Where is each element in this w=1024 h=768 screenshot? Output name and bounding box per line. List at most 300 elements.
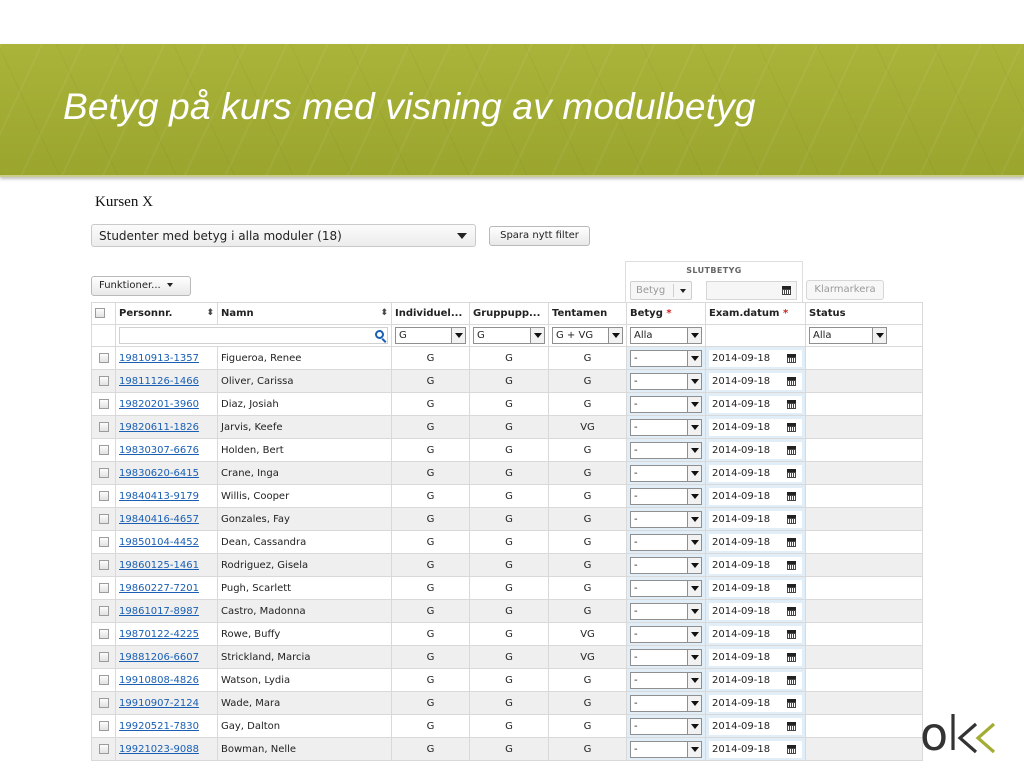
exam-grade-cell: G <box>549 554 627 577</box>
grade-select[interactable] <box>630 672 702 689</box>
grade-select[interactable] <box>630 580 702 597</box>
personnr-cell <box>116 439 218 462</box>
personnr-cell <box>116 485 218 508</box>
table-row <box>92 393 923 416</box>
row-checkbox[interactable] <box>99 744 109 754</box>
table-row <box>92 738 923 761</box>
sort-icon[interactable]: ⬍ <box>380 308 388 318</box>
exam-date-field[interactable] <box>709 557 802 574</box>
individual-grade-cell: G <box>392 692 470 715</box>
grade-select[interactable] <box>630 373 702 390</box>
personnr-cell <box>116 715 218 738</box>
row-select-cell <box>92 600 116 623</box>
grade-select[interactable] <box>630 442 702 459</box>
grade-select-value: - <box>634 375 638 387</box>
group-grade-cell: G <box>470 393 549 416</box>
exam-grade-cell: G <box>549 462 627 485</box>
grade-select[interactable] <box>630 649 702 666</box>
chevron-down-icon <box>872 328 886 343</box>
row-checkbox[interactable] <box>99 629 109 639</box>
calendar-icon[interactable] <box>787 538 796 547</box>
individual-grade-cell: G <box>392 347 470 370</box>
personnr-link[interactable]: 19830620-6415 <box>119 467 199 479</box>
col-exam-date[interactable] <box>706 303 806 325</box>
col-name[interactable] <box>218 303 392 325</box>
row-checkbox[interactable] <box>99 445 109 455</box>
individual-grade-cell: G <box>392 554 470 577</box>
col-group[interactable]: Gruppupp... <box>470 303 549 325</box>
table-row <box>92 531 923 554</box>
search-input[interactable] <box>119 327 388 344</box>
filter-select[interactable] <box>91 224 476 247</box>
calendar-icon[interactable] <box>787 423 796 432</box>
name-cell: Rowe, Buffy <box>218 623 392 646</box>
grade-select[interactable] <box>630 396 702 413</box>
chevron-down-icon <box>687 512 701 527</box>
name-cell: Watson, Lydia <box>218 669 392 692</box>
grade-select-value: - <box>634 651 638 663</box>
filter-group-value: G <box>477 330 485 341</box>
chevron-down-icon <box>687 627 701 642</box>
exam-date-field[interactable] <box>709 741 802 758</box>
calendar-icon[interactable] <box>787 745 796 754</box>
status-cell <box>806 485 923 508</box>
grade-select-value: - <box>634 536 638 548</box>
name-cell: Oliver, Carissa <box>218 370 392 393</box>
exam-date-field[interactable] <box>709 580 802 597</box>
filter-grade-select[interactable] <box>630 327 702 344</box>
grade-cell <box>627 623 706 646</box>
exam-date-field[interactable] <box>709 350 802 367</box>
grade-select-value: - <box>634 582 638 594</box>
col-personnr[interactable] <box>116 303 218 325</box>
name-cell: Strickland, Marcia <box>218 646 392 669</box>
personnr-link[interactable]: 19920521-7830 <box>119 720 199 732</box>
exam-grade-cell: VG <box>549 646 627 669</box>
grade-select-value: - <box>634 674 638 686</box>
individual-grade-cell: G <box>392 531 470 554</box>
exam-date-field[interactable] <box>709 488 802 505</box>
calendar-icon[interactable] <box>787 584 796 593</box>
filter-cell-individual <box>392 325 470 347</box>
exam-date-field[interactable] <box>709 649 802 666</box>
group-grade-cell: G <box>470 692 549 715</box>
table-row <box>92 646 923 669</box>
calendar-icon[interactable] <box>787 354 796 363</box>
personnr-link[interactable]: 19811126-1466 <box>119 375 199 387</box>
chevron-down-icon <box>687 420 701 435</box>
name-cell: Castro, Madonna <box>218 600 392 623</box>
chevron-down-icon <box>687 696 701 711</box>
calendar-icon[interactable] <box>782 286 791 295</box>
exam-date-value: 2014-09-18 <box>712 444 771 456</box>
table-row <box>92 508 923 531</box>
row-checkbox[interactable] <box>99 652 109 662</box>
exam-grade-cell: G <box>549 715 627 738</box>
grade-select[interactable] <box>630 557 702 574</box>
name-cell: Dean, Cassandra <box>218 531 392 554</box>
grade-select[interactable] <box>630 718 702 735</box>
personnr-link[interactable]: 19881206-6607 <box>119 651 199 663</box>
grade-select[interactable] <box>630 419 702 436</box>
personnr-link[interactable]: 19860125-1461 <box>119 559 199 571</box>
logo-k-arm-green <box>978 724 994 752</box>
exam-date-cell <box>706 462 806 485</box>
status-cell <box>806 577 923 600</box>
group-grade-cell: G <box>470 416 549 439</box>
filter-status-select[interactable] <box>809 327 887 344</box>
status-cell <box>806 669 923 692</box>
row-select-cell <box>92 462 116 485</box>
grade-select-value: - <box>634 559 638 571</box>
grade-cell <box>627 485 706 508</box>
exam-date-value: 2014-09-18 <box>712 605 771 617</box>
table-row <box>92 347 923 370</box>
chevron-down-icon <box>687 673 701 688</box>
row-checkbox[interactable] <box>99 491 109 501</box>
exam-date-field[interactable] <box>709 511 802 528</box>
grade-cell <box>627 646 706 669</box>
calendar-icon[interactable] <box>787 492 796 501</box>
exam-date-value: 2014-09-18 <box>712 720 771 732</box>
individual-grade-cell: G <box>392 715 470 738</box>
grade-select-value: - <box>634 421 638 433</box>
status-cell <box>806 715 923 738</box>
group-grade-cell: G <box>470 508 549 531</box>
exam-date-value: 2014-09-18 <box>712 352 771 364</box>
personnr-cell <box>116 347 218 370</box>
row-checkbox[interactable] <box>99 583 109 593</box>
personnr-link[interactable]: 19810913-1357 <box>119 352 199 364</box>
grade-select-value: - <box>634 743 638 755</box>
col-individual[interactable]: Individuel... <box>392 303 470 325</box>
exam-date-cell <box>706 646 806 669</box>
exam-grade-cell: G <box>549 669 627 692</box>
individual-grade-cell: G <box>392 508 470 531</box>
grade-select-value: - <box>634 697 638 709</box>
exam-date-value: 2014-09-18 <box>712 743 771 755</box>
row-select-cell <box>92 577 116 600</box>
calendar-icon[interactable] <box>787 653 796 662</box>
filter-exam-select[interactable] <box>552 327 623 344</box>
exam-grade-cell: G <box>549 485 627 508</box>
personnr-link[interactable]: 19921023-9088 <box>119 743 199 755</box>
col-grade-label: Betyg <box>630 308 663 319</box>
row-checkbox[interactable] <box>99 721 109 731</box>
chevron-down-icon <box>687 328 701 343</box>
exam-date-value: 2014-09-18 <box>712 375 771 387</box>
row-select-cell <box>92 347 116 370</box>
exam-date-cell <box>706 600 806 623</box>
row-select-cell <box>92 439 116 462</box>
final-grade-label: SLUTBETYG <box>686 266 742 275</box>
filter-individual-select[interactable] <box>395 327 466 344</box>
grade-select[interactable] <box>630 741 702 758</box>
filter-cell-grade <box>627 325 706 347</box>
exam-date-cell <box>706 577 806 600</box>
calendar-icon[interactable] <box>787 377 796 386</box>
functions-menu-button[interactable] <box>91 276 191 296</box>
status-cell <box>806 508 923 531</box>
col-exam[interactable]: Tentamen <box>549 303 627 325</box>
chevron-down-icon <box>687 351 701 366</box>
name-cell: Crane, Inga <box>218 462 392 485</box>
calendar-icon[interactable] <box>787 561 796 570</box>
col-exam-date-label: Exam.datum <box>709 308 780 319</box>
row-checkbox[interactable] <box>99 376 109 386</box>
mark-done-button[interactable]: Klarmarkera <box>806 280 884 300</box>
individual-grade-cell: G <box>392 462 470 485</box>
personnr-cell <box>116 669 218 692</box>
exam-date-field[interactable] <box>709 465 802 482</box>
grade-select[interactable] <box>630 465 702 482</box>
col-status[interactable]: Status <box>806 303 923 325</box>
name-cell: Gonzales, Fay <box>218 508 392 531</box>
group-grade-cell: G <box>470 531 549 554</box>
personnr-cell <box>116 416 218 439</box>
filter-individual-value: G <box>399 330 407 341</box>
calendar-icon[interactable] <box>787 630 796 639</box>
row-select-cell <box>92 508 116 531</box>
exam-date-field[interactable] <box>709 373 802 390</box>
status-cell <box>806 623 923 646</box>
table-row <box>92 462 923 485</box>
grade-cell <box>627 462 706 485</box>
row-checkbox[interactable] <box>99 698 109 708</box>
exam-date-value: 2014-09-18 <box>712 559 771 571</box>
name-cell: Jarvis, Keefe <box>218 416 392 439</box>
exam-date-field[interactable] <box>709 626 802 643</box>
exam-date-cell <box>706 623 806 646</box>
personnr-link[interactable]: 19820611-1826 <box>119 421 199 433</box>
save-filter-button[interactable]: Spara nytt filter <box>489 226 590 246</box>
personnr-cell <box>116 692 218 715</box>
grade-select[interactable] <box>630 511 702 528</box>
row-checkbox[interactable] <box>99 537 109 547</box>
exam-date-field[interactable] <box>709 534 802 551</box>
grade-select-value: - <box>634 467 638 479</box>
bulk-date-field[interactable] <box>706 281 797 300</box>
personnr-cell <box>116 462 218 485</box>
exam-date-field[interactable] <box>709 695 802 712</box>
calendar-icon[interactable] <box>787 607 796 616</box>
row-select-cell <box>92 554 116 577</box>
table-row <box>92 370 923 393</box>
chevron-down-icon <box>687 558 701 573</box>
filter-cell-empty <box>92 325 116 347</box>
status-cell <box>806 646 923 669</box>
calendar-icon[interactable] <box>787 676 796 685</box>
search-icon[interactable] <box>375 330 384 339</box>
calendar-icon[interactable] <box>787 446 796 455</box>
grade-cell <box>627 370 706 393</box>
row-select-cell <box>92 416 116 439</box>
grade-cell <box>627 393 706 416</box>
chevron-down-icon <box>167 283 173 287</box>
status-cell <box>806 416 923 439</box>
grade-select[interactable] <box>630 534 702 551</box>
filter-select-value: Studenter med betyg i alla moduler (18) <box>99 229 342 243</box>
row-checkbox[interactable] <box>99 560 109 570</box>
group-grade-cell: G <box>470 462 549 485</box>
name-cell: Bowman, Nelle <box>218 738 392 761</box>
individual-grade-cell: G <box>392 439 470 462</box>
chevron-down-icon <box>687 397 701 412</box>
exam-date-field[interactable] <box>709 672 802 689</box>
exam-date-field[interactable] <box>709 419 802 436</box>
row-checkbox[interactable] <box>99 353 109 363</box>
course-name: Kursen X <box>95 194 153 210</box>
required-marker: * <box>666 308 672 319</box>
calendar-icon[interactable] <box>787 469 796 478</box>
status-cell <box>806 393 923 416</box>
exam-date-value: 2014-09-18 <box>712 674 771 686</box>
grade-cell <box>627 554 706 577</box>
grade-cell <box>627 715 706 738</box>
group-grade-cell: G <box>470 600 549 623</box>
table-row <box>92 416 923 439</box>
calendar-icon[interactable] <box>787 400 796 409</box>
ok-logo <box>920 710 1000 754</box>
exam-date-cell <box>706 508 806 531</box>
chevron-down-icon <box>530 328 544 343</box>
sort-icon[interactable]: ⬍ <box>206 308 214 318</box>
table-row <box>92 623 923 646</box>
personnr-link[interactable]: 19840416-4657 <box>119 513 199 525</box>
group-grade-cell: G <box>470 439 549 462</box>
group-grade-cell: G <box>470 669 549 692</box>
status-cell <box>806 738 923 761</box>
filter-cell-group <box>470 325 549 347</box>
filter-grade-value: Alla <box>634 330 653 341</box>
select-all-checkbox[interactable] <box>95 308 105 318</box>
grade-cell <box>627 577 706 600</box>
table-row <box>92 485 923 508</box>
personnr-link[interactable]: 19850104-4452 <box>119 536 199 548</box>
row-checkbox[interactable] <box>99 399 109 409</box>
exam-grade-cell: G <box>549 393 627 416</box>
name-cell: Diaz, Josiah <box>218 393 392 416</box>
chevron-down-icon <box>687 742 701 757</box>
row-select-cell <box>92 715 116 738</box>
group-grade-cell: G <box>470 485 549 508</box>
filter-group-select[interactable] <box>473 327 545 344</box>
exam-date-field[interactable] <box>709 442 802 459</box>
group-grade-cell: G <box>470 738 549 761</box>
chevron-down-icon <box>457 233 467 239</box>
individual-grade-cell: G <box>392 738 470 761</box>
exam-grade-cell: G <box>549 577 627 600</box>
calendar-icon[interactable] <box>787 722 796 731</box>
personnr-link[interactable]: 19840413-9179 <box>119 490 199 502</box>
exam-grade-cell: G <box>549 738 627 761</box>
exam-date-field[interactable] <box>709 603 802 620</box>
status-cell <box>806 692 923 715</box>
row-checkbox[interactable] <box>99 606 109 616</box>
grade-select[interactable] <box>630 695 702 712</box>
functions-menu-label: Funktioner... <box>99 280 161 291</box>
personnr-link[interactable]: 19861017-8987 <box>119 605 199 617</box>
logo-text: o <box>920 710 949 754</box>
grade-select[interactable] <box>630 626 702 643</box>
exam-grade-cell: G <box>549 531 627 554</box>
row-checkbox[interactable] <box>99 675 109 685</box>
grade-cell <box>627 416 706 439</box>
grade-select[interactable] <box>630 350 702 367</box>
exam-date-field[interactable] <box>709 396 802 413</box>
exam-date-value: 2014-09-18 <box>712 467 771 479</box>
exam-date-cell <box>706 531 806 554</box>
personnr-link[interactable]: 19910808-4826 <box>119 674 199 686</box>
exam-date-cell <box>706 485 806 508</box>
personnr-cell <box>116 531 218 554</box>
grade-select-value: - <box>634 720 638 732</box>
group-grade-cell: G <box>470 347 549 370</box>
grade-select[interactable] <box>630 488 702 505</box>
name-cell: Rodriguez, Gisela <box>218 554 392 577</box>
status-cell <box>806 370 923 393</box>
exam-grade-cell: G <box>549 439 627 462</box>
col-name-label: Namn <box>221 308 254 319</box>
individual-grade-cell: G <box>392 485 470 508</box>
calendar-icon[interactable] <box>787 515 796 524</box>
personnr-link[interactable]: 19820201-3960 <box>119 398 199 410</box>
filter-row <box>92 325 923 347</box>
personnr-link[interactable]: 19830307-6676 <box>119 444 199 456</box>
status-cell <box>806 600 923 623</box>
personnr-link[interactable]: 19860227-7201 <box>119 582 199 594</box>
filter-cell-date <box>706 325 806 347</box>
exam-date-cell <box>706 370 806 393</box>
grade-select-value: - <box>634 352 638 364</box>
row-checkbox[interactable] <box>99 422 109 432</box>
row-select-cell <box>92 485 116 508</box>
exam-grade-cell: G <box>549 600 627 623</box>
personnr-cell <box>116 393 218 416</box>
group-grade-cell: G <box>470 623 549 646</box>
row-select-cell <box>92 393 116 416</box>
calendar-icon[interactable] <box>787 699 796 708</box>
personnr-link[interactable]: 19870122-4225 <box>119 628 199 640</box>
status-cell <box>806 439 923 462</box>
exam-date-value: 2014-09-18 <box>712 536 771 548</box>
exam-grade-cell: VG <box>549 623 627 646</box>
group-grade-cell: G <box>470 554 549 577</box>
exam-grade-cell: VG <box>549 416 627 439</box>
exam-date-cell <box>706 738 806 761</box>
chevron-down-icon <box>687 443 701 458</box>
individual-grade-cell: G <box>392 623 470 646</box>
status-cell <box>806 554 923 577</box>
exam-grade-cell: G <box>549 692 627 715</box>
grade-select-value: - <box>634 398 638 410</box>
table-row <box>92 692 923 715</box>
grade-select[interactable] <box>630 603 702 620</box>
grade-bulk-button[interactable] <box>630 281 692 300</box>
personnr-cell <box>116 738 218 761</box>
exam-date-field[interactable] <box>709 718 802 735</box>
row-select-cell <box>92 669 116 692</box>
row-checkbox[interactable] <box>99 468 109 478</box>
row-checkbox[interactable] <box>99 514 109 524</box>
logo-k-arm-dark <box>960 724 976 752</box>
row-select-cell <box>92 370 116 393</box>
exam-date-value: 2014-09-18 <box>712 697 771 709</box>
status-cell <box>806 531 923 554</box>
individual-grade-cell: G <box>392 600 470 623</box>
col-grade[interactable] <box>627 303 706 325</box>
personnr-link[interactable]: 19910907-2124 <box>119 697 199 709</box>
